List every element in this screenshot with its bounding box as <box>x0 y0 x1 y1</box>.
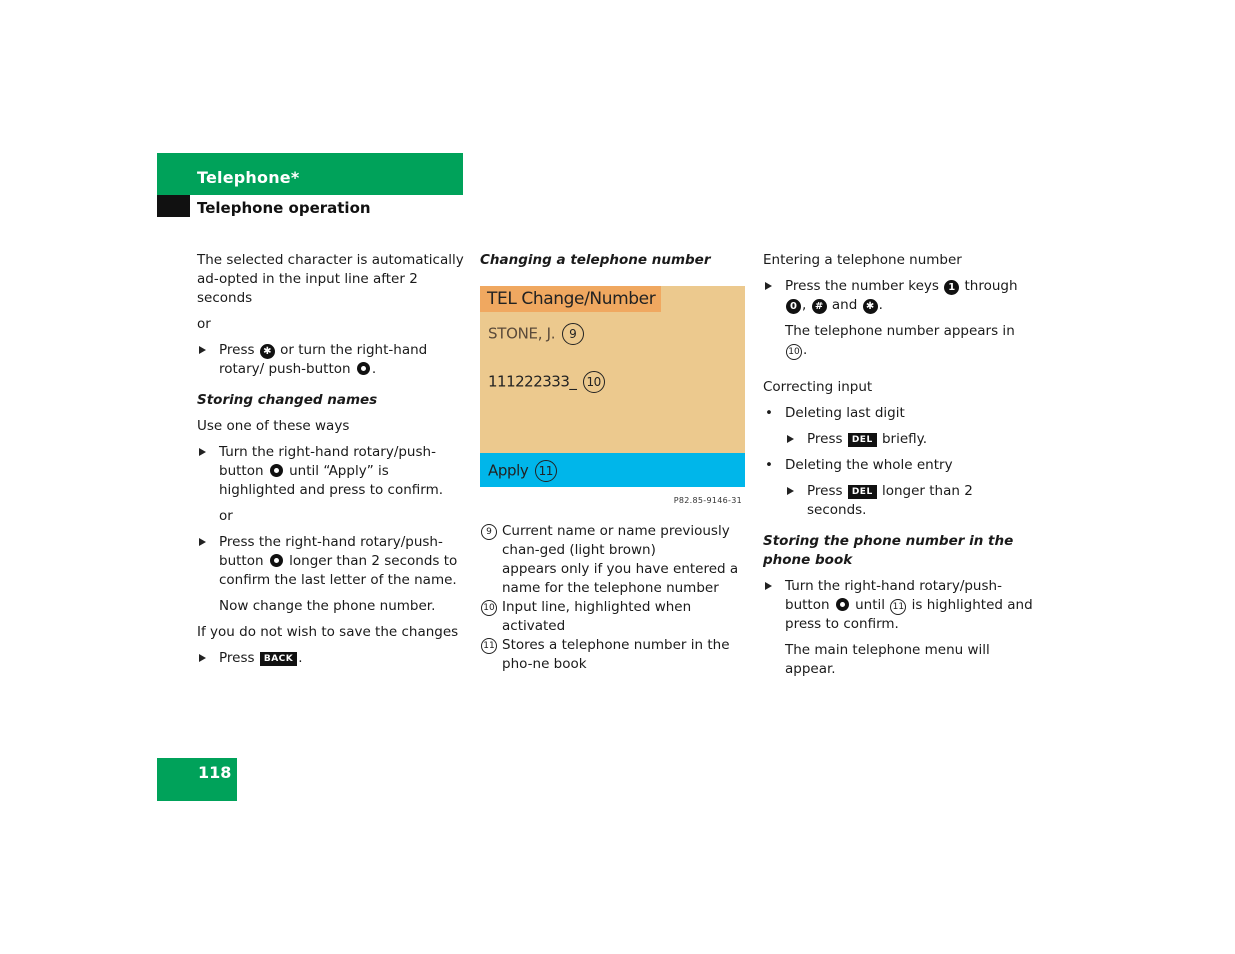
column-middle <box>480 251 748 674</box>
page-number: 118 <box>198 763 232 782</box>
rotary-knob-icon <box>357 362 370 375</box>
intro-paragraph: The selected character is automatically ad-opted in the input line after 2 seconds <box>197 252 464 306</box>
step-press-del-long: Press DEL longer than 2 seconds. <box>763 482 1033 520</box>
heading-storing-names: Storing changed names <box>197 392 378 408</box>
key-0-icon: 0 <box>786 299 801 314</box>
callout-number-icon: 9 <box>481 524 497 540</box>
bullet-delete-last: • Deleting last digit <box>765 405 905 421</box>
callout-number-icon: 11 <box>481 638 497 654</box>
ways-paragraph: Use one of these ways <box>197 418 350 434</box>
column-left <box>197 251 465 675</box>
bullet-icon: • <box>765 405 773 421</box>
callout-9: 9 <box>562 323 584 345</box>
entering-paragraph: Entering a telephone number <box>763 252 962 268</box>
screen-title: TEL Change/Number <box>480 286 661 312</box>
screen-apply-bar <box>480 453 745 487</box>
section-title: Telephone* <box>197 168 300 187</box>
screen-number-line: 111222333_ 10 <box>488 371 605 393</box>
del-key-icon: DEL <box>848 433 877 447</box>
step-arrow-icon <box>765 282 772 290</box>
correcting-paragraph: Correcting input <box>763 379 873 395</box>
subsection-title: Telephone operation <box>197 199 371 217</box>
hash-key-icon: # <box>812 299 827 314</box>
callout-number-icon: 10 <box>786 344 802 360</box>
bullet-delete-whole: • Deleting the whole entry <box>765 457 953 473</box>
star-key-icon: ✱ <box>863 299 878 314</box>
subsection-marker <box>157 195 190 217</box>
bullet-icon: • <box>765 457 773 473</box>
step-arrow-icon <box>787 435 794 443</box>
legend-item-11: 11 Stores a telephone number in the pho-ne book <box>480 636 748 674</box>
step-turn-apply: Turn the right-hand rotary/push-button until “Apply” is highlighted and press to confirm. <box>197 443 465 500</box>
step-press-number-keys: Press the number keys 1 through 0 , # and ✱ . <box>763 277 1033 315</box>
display-screenshot <box>480 286 745 487</box>
cancel-paragraph: If you do not wish to save the changes <box>197 624 459 640</box>
rotary-knob-icon <box>836 598 849 611</box>
step-arrow-icon <box>199 448 206 456</box>
note-number-appears: The telephone number appears in 10 . <box>785 323 1015 358</box>
screen-apply-label: Apply <box>488 461 529 480</box>
column-right <box>763 251 1033 686</box>
key-1-icon: 1 <box>944 280 959 295</box>
callout-number-icon: 11 <box>890 599 906 615</box>
step-arrow-icon <box>199 538 206 546</box>
step-press-star: Press ✱ or turn the right-hand rotary/ push-button . <box>197 341 465 379</box>
legend-item-9: 9 Current name or name previously chan-ged (light brown) appears only if you have entered a name for the telephone number <box>480 522 748 598</box>
callout-number-icon: 10 <box>481 600 497 616</box>
callout-11: 11 <box>535 460 557 482</box>
image-code: P82.85-9146-31 <box>673 496 742 505</box>
star-key-icon: ✱ <box>260 344 275 359</box>
screen-name-line: STONE, J. 9 <box>488 323 584 345</box>
del-key-icon: DEL <box>848 485 877 499</box>
callout-10: 10 <box>583 371 605 393</box>
step-arrow-icon <box>765 582 772 590</box>
rotary-knob-icon <box>270 464 283 477</box>
note-main-menu: The main telephone menu will appear. <box>785 642 990 677</box>
step-arrow-icon <box>199 346 206 354</box>
step-press-long: Press the right-hand rotary/push-button longer than 2 seconds to confirm the last letter of the name. <box>197 533 465 590</box>
heading-changing-number: Changing a telephone number <box>480 252 711 268</box>
heading-storing-phone: Storing the phone number in the phone book <box>763 533 1014 568</box>
step-press-del-briefly: Press DEL briefly. <box>763 430 1033 449</box>
step-arrow-icon <box>199 654 206 662</box>
step-turn-store: Turn the right-hand rotary/push-button until 11 is highlighted and press to confirm. <box>763 577 1033 634</box>
step-arrow-icon <box>787 487 794 495</box>
or-text: or <box>197 316 211 332</box>
back-key-icon: BACK <box>260 652 297 666</box>
step-press-back: Press BACK . <box>197 649 465 668</box>
legend-item-10: 10 Input line, highlighted when activated <box>480 598 748 636</box>
note-change-number: Now change the phone number. <box>219 598 436 614</box>
rotary-knob-icon <box>270 554 283 567</box>
or-text: or <box>219 508 233 524</box>
